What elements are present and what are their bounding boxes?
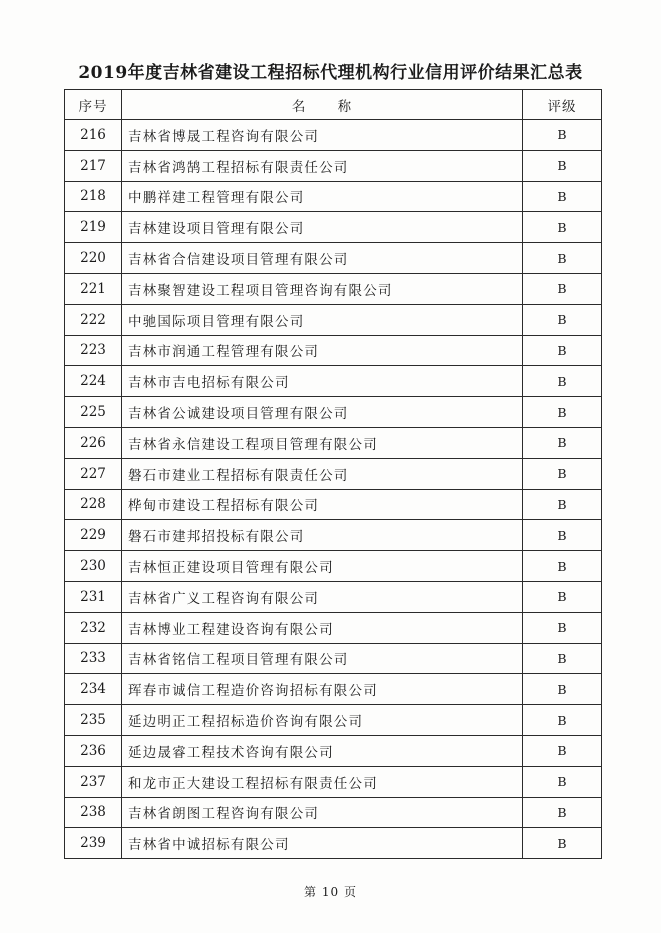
row-grade: B — [523, 212, 602, 243]
table-row — [65, 674, 602, 705]
table-row — [65, 828, 602, 859]
results-table-container — [64, 89, 601, 859]
row-serial-number: 239 — [65, 828, 122, 859]
page-number: 第 10 页 — [304, 885, 357, 899]
row-grade: B — [523, 181, 602, 212]
table-row — [65, 304, 602, 335]
row-serial-number: 235 — [65, 705, 122, 736]
row-company-name: 延边晟睿工程技术咨询有限公司 — [122, 735, 523, 766]
table-row — [65, 397, 602, 428]
table-row — [65, 427, 602, 458]
table-row — [65, 735, 602, 766]
row-company-name: 吉林市吉电招标有限公司 — [122, 366, 523, 397]
row-grade: B — [523, 366, 602, 397]
row-serial-number: 234 — [65, 674, 122, 705]
row-company-name: 吉林省永信建设工程项目管理有限公司 — [122, 427, 523, 458]
row-company-name: 吉林聚智建设工程项目管理咨询有限公司 — [122, 273, 523, 304]
table-row — [65, 643, 602, 674]
document-title: 2019年度吉林省建设工程招标代理机构行业信用评价结果汇总表 — [78, 63, 583, 83]
table-row — [65, 181, 602, 212]
row-company-name: 桦甸市建设工程招标有限公司 — [122, 489, 523, 520]
row-grade: B — [523, 797, 602, 828]
row-company-name: 延边明正工程招标造价咨询有限公司 — [122, 705, 523, 736]
header-name: 名 称 — [122, 90, 523, 120]
row-company-name: 吉林省合信建设项目管理有限公司 — [122, 243, 523, 274]
row-serial-number: 223 — [65, 335, 122, 366]
row-serial-number: 236 — [65, 735, 122, 766]
results-table — [64, 89, 602, 859]
row-company-name: 吉林市润通工程管理有限公司 — [122, 335, 523, 366]
row-grade: B — [523, 120, 602, 151]
header-serial-number: 序号 — [65, 90, 122, 120]
row-company-name: 珲春市诚信工程造价咨询招标有限公司 — [122, 674, 523, 705]
row-grade: B — [523, 766, 602, 797]
table-row — [65, 797, 602, 828]
row-company-name: 中驰国际项目管理有限公司 — [122, 304, 523, 335]
row-company-name: 和龙市正大建设工程招标有限责任公司 — [122, 766, 523, 797]
row-serial-number: 225 — [65, 397, 122, 428]
table-row — [65, 150, 602, 181]
row-serial-number: 216 — [65, 120, 122, 151]
row-company-name: 吉林恒正建设项目管理有限公司 — [122, 551, 523, 582]
row-company-name: 磐石市建邦招投标有限公司 — [122, 520, 523, 551]
row-company-name: 吉林省广义工程咨询有限公司 — [122, 581, 523, 612]
header-grade: 评级 — [523, 90, 602, 120]
row-serial-number: 237 — [65, 766, 122, 797]
table-row — [65, 581, 602, 612]
row-company-name: 磐石市建业工程招标有限责任公司 — [122, 458, 523, 489]
row-grade: B — [523, 828, 602, 859]
table-row — [65, 212, 602, 243]
row-company-name: 吉林博业工程建设咨询有限公司 — [122, 612, 523, 643]
row-serial-number: 229 — [65, 520, 122, 551]
row-grade: B — [523, 612, 602, 643]
table-row — [65, 489, 602, 520]
row-company-name: 吉林省中诚招标有限公司 — [122, 828, 523, 859]
row-company-name: 吉林省博晟工程咨询有限公司 — [122, 120, 523, 151]
row-company-name: 中鹏祥建工程管理有限公司 — [122, 181, 523, 212]
row-grade: B — [523, 643, 602, 674]
row-grade: B — [523, 243, 602, 274]
table-row — [65, 551, 602, 582]
row-grade: B — [523, 489, 602, 520]
table-row — [65, 335, 602, 366]
row-serial-number: 227 — [65, 458, 122, 489]
table-row — [65, 612, 602, 643]
row-serial-number: 226 — [65, 427, 122, 458]
table-row — [65, 273, 602, 304]
table-row — [65, 366, 602, 397]
row-grade: B — [523, 581, 602, 612]
row-grade: B — [523, 520, 602, 551]
table-row — [65, 766, 602, 797]
row-company-name: 吉林省朗图工程咨询有限公司 — [122, 797, 523, 828]
row-grade: B — [523, 458, 602, 489]
row-serial-number: 233 — [65, 643, 122, 674]
row-serial-number: 238 — [65, 797, 122, 828]
row-grade: B — [523, 551, 602, 582]
row-grade: B — [523, 674, 602, 705]
row-serial-number: 217 — [65, 150, 122, 181]
table-row — [65, 243, 602, 274]
row-serial-number: 228 — [65, 489, 122, 520]
row-grade: B — [523, 427, 602, 458]
row-grade: B — [523, 397, 602, 428]
row-grade: B — [523, 335, 602, 366]
row-grade: B — [523, 304, 602, 335]
row-company-name: 吉林建设项目管理有限公司 — [122, 212, 523, 243]
table-row — [65, 705, 602, 736]
row-company-name: 吉林省公诚建设项目管理有限公司 — [122, 397, 523, 428]
row-serial-number: 222 — [65, 304, 122, 335]
row-serial-number: 231 — [65, 581, 122, 612]
row-serial-number: 221 — [65, 273, 122, 304]
table-row — [65, 520, 602, 551]
table-header-row — [65, 90, 602, 120]
row-company-name: 吉林省鸿鹄工程招标有限责任公司 — [122, 150, 523, 181]
row-serial-number: 220 — [65, 243, 122, 274]
row-serial-number: 219 — [65, 212, 122, 243]
row-company-name: 吉林省铭信工程项目管理有限公司 — [122, 643, 523, 674]
row-grade: B — [523, 273, 602, 304]
row-grade: B — [523, 735, 602, 766]
row-serial-number: 230 — [65, 551, 122, 582]
row-grade: B — [523, 705, 602, 736]
table-row — [65, 120, 602, 151]
table-body — [65, 120, 602, 859]
row-serial-number: 224 — [65, 366, 122, 397]
row-serial-number: 218 — [65, 181, 122, 212]
table-row — [65, 458, 602, 489]
row-serial-number: 232 — [65, 612, 122, 643]
row-grade: B — [523, 150, 602, 181]
